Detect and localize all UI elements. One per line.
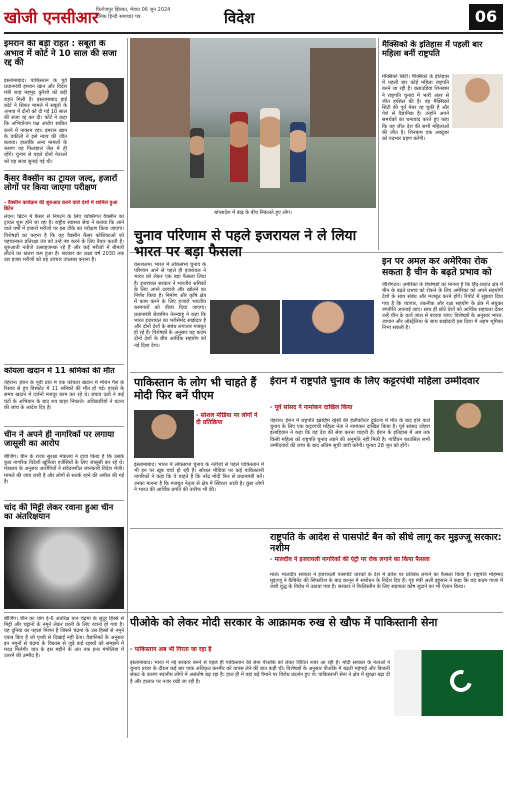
- israel-body: यरूशलम। भारत में लोकसभा चुनाव के परिणाम आने से पहले ही इजरायल ने भारत को लेकर एक बड़ा फैसला लिया है। इजरायल सरकार ने भारतीय श्रमिकों के लिए अपने दरवाजे और खोलने का निर्णय किया है। निर्माण और कृषि क्षेत्र में काम करने के लिए हजारों भारतीय कामगारों को वीजा दिया जाएगा। प्रधानमंत्री बेंजामिन नेतन्याहू ने कहा कि भारत इजरायल का भरोसेमंद साझेदार है और दोनों देशों के संबंध लगातार मजबूत हो रहे हैं। विशेषज्ञों के अनुसार यह कदम दोनों देशों के बीच आर्थिक सहयोग को नई दिशा देगा।: [134, 262, 206, 349]
- iran-headline: ईरान में राष्ट्रपति चुनाव के लिए कट्टरपंथी महिला उम्मीदवार: [270, 376, 480, 387]
- row-rule: [130, 528, 503, 529]
- cancer-headline: कैंसर वैक्सीन का ट्रायल जल्द, हजारों लोगों पर किया जाएगा परीक्षण: [4, 174, 118, 193]
- page-number: 06: [469, 4, 503, 30]
- flood-caption: बांग्लादेश में बाढ़ के बीच निकलते हुए लोग।: [214, 210, 292, 216]
- mexico-headline: मैक्सिको के इतिहास में पहली बार महिला बनीं राष्ट्रपति: [382, 40, 483, 59]
- pak-modi-body: इस्लामाबाद। भारत में लोकसभा चुनाव के नतीजों से पहले पाकिस्तान में भी इन पर खूब चर्चा हो रही है। सोशल मीडिया पर कई पाकिस्तानी नागरिकों ने कहा कि वे चाहते हैं कि नरेंद्र मोदी फिर से प्रधानमंत्री बनें। उनका मानना है कि मजबूत नेतृत्व से क्षेत्र में स्थिरता आती है। कुछ लोगों ने भारत की आर्थिक प्रगति की तारीफ भी की।: [134, 462, 264, 493]
- netanyahu-photo: [282, 300, 374, 354]
- person-shape: [260, 108, 280, 188]
- building-shape: [310, 48, 376, 138]
- iran-subhead: - पूर्व सांसद ने नामांकन दाखिल किया: [270, 404, 353, 411]
- pok-body: इस्लामाबाद। भारत में नई सरकार बनने से पहले ही पाकिस्तान की सेना पीओके को लेकर चिंतित नजर आ रही है। मोदी सरकार के नेताओं ने चुनाव प्रचार के दौरान कई बार पाक अधिकृत कश्मीर को वापस लेने की बात कही थी। विशेषज्ञों के अनुसार पीओके में बढ़ती महंगाई और बिजली संकट के कारण स्थानीय लोगों में असंतोष बढ़ रहा है। हाल ही में वहां बड़े पैमाने पर विरोध प्रदर्शन हुए थे। पाकिस्तानी सेना ने क्षेत्र में सुरक्षा बढ़ा दी है और हालात पर नजर रखी जा रही है।: [130, 660, 390, 685]
- mexico-body: मेक्सिको सिटी। मैक्सिको के इतिहास में पहली बार कोई महिला राष्ट्रपति बनने जा रही है। क्लाउडिया शिनबाम ने राष्ट्रपति चुनाव में भारी अंतर से जीत हासिल की है। वह मैक्सिको सिटी की पूर्व मेयर रह चुकी हैं और पेशे से वैज्ञानिक हैं। उन्होंने अपने समर्थकों का धन्यवाद करते हुए कहा कि यह जीत देश की सभी महिलाओं की जीत है। शिनबाम एक अक्टूबर को पदभार ग्रहण करेंगी।: [382, 74, 449, 143]
- section-title: विदेश: [224, 9, 255, 27]
- moon-headline: चांद की मिट्टी लेकर रवाना हुआ चीन का अंतरिक्षयान: [4, 503, 114, 522]
- row-rule: [130, 372, 503, 373]
- america-body: वॉशिंगटन। अमेरिका के विशेषज्ञों का मानना है कि हिंद-प्रशांत क्षेत्र में चीन के बढ़ते प्रभाव को रोकने के लिए अमेरिका को अपने सहयोगी देशों के साथ संबंध और मजबूत करने होंगे। रिपोर्ट में सुझाव दिया गया है कि व्यापार, तकनीक और रक्षा सहयोग के क्षेत्र में संयुक्त रणनीति अपनाई जाए। साथ ही छोटे देशों को आर्थिक सहायता देकर उन्हें चीन के कर्ज जाल से बचाया जाए। विशेषज्ञों के अनुसार भारत, जापान और ऑस्ट्रेलिया के साथ साझेदारी इस दिशा में अहम भूमिका निभा सकती है।: [382, 282, 503, 332]
- column-rule: [127, 38, 128, 738]
- koala-headline: कोयला खदान में 11 श्रमिकों की मौत: [4, 367, 115, 375]
- flood-water: [130, 137, 376, 208]
- masthead-meta: [96, 7, 170, 21]
- china-citizens-body: बीजिंग। चीन के राज्य सुरक्षा मंत्रालय ने दावा किया है कि उसके कुछ नागरिक विदेशी खुफिया एजेंसियों के लिए जासूसी कर रहे थे। मंत्रालय के अनुसार आरोपियों ने संवेदनशील जानकारी विदेश भेजी। मामले की जांच जारी है और लोगों से सतर्क रहने की अपील की गई है।: [4, 454, 124, 485]
- row-rule: [4, 426, 124, 427]
- cancer-subhead: - वैक्सीन कार्यक्रम की शुरुआत करने वाले देशों में शामिल हुआ ब्रिटेन: [4, 200, 118, 212]
- muizzu-subhead: - मालदीव ने इजरायली नागरिकों की एंट्री पर रोक लगाने का किया फैसला: [270, 556, 430, 563]
- masthead-date: फिरोजपुर झिरका, मेवात 06 जून 2024: [96, 7, 171, 13]
- iran-body: तेहरान। ईरान में राष्ट्रपति इब्राहिम रईसी की हेलीकॉप्टर दुर्घटना में मौत के बाद होने वाले चुनाव के लिए एक कट्टरपंथी महिला नेता ने नामांकन दाखिल किया है। पूर्व सांसद जोहरा इलाहियान ने कहा कि वह देश की सेवा करना चाहती हैं। ईरान के इतिहास में अब तक किसी महिला को राष्ट्रपति चुनाव लड़ने की अनुमति नहीं मिली है। गार्डियन काउंसिल सभी उम्मीदवारों की जांच के बाद अंतिम सूची जारी करेगी। चुनाव 28 जून को होंगे।: [270, 418, 430, 449]
- crescent-icon: [446, 666, 476, 696]
- row-rule: [4, 364, 124, 365]
- moon-body: बीजिंग। चीन का चांग ई-6 अंतरिक्ष यान चंद्रमा के सुदूर हिस्से से मिट्टी और चट्टानों के नमूने लेकर धरती के लिए रवाना हो गया है। यह दुनिया का पहला मिशन है जिसने चंद्रमा के उस हिस्से से नमूने एकत्र किए हैं जो पृथ्वी से दिखाई नहीं देता। वैज्ञानिकों के अनुसार इन नमूनों से चंद्रमा के विकास से जुड़े कई रहस्यों को समझने में मदद मिलेगी। यान के इस महीने के अंत तक इनर मंगोलिया में उतरने की उम्मीद है।: [4, 616, 124, 660]
- pakistan-flag-photo: [394, 650, 503, 716]
- pok-subhead: - पाकिस्तान अब भी गिरता जा रहा है: [130, 646, 212, 653]
- muizzu-body: माले। मालदीव सरकार ने इजरायली पासपोर्ट धारकों के देश में प्रवेश पर प्रतिबंध लगाने का फैसला किया है। राष्ट्रपति मोहम्मद मुइज्जू ने कैबिनेट की सिफारिश के बाद कानून में संशोधन के निर्देश दिए हैं। गृह मंत्री अली इहुसान ने कहा कि यह कदम गाजा में जारी युद्ध के विरोध में उठाया गया है। सरकार ने फिलिस्तीन के लिए सहायता कोष जुटाने का भी ऐलान किया।: [270, 572, 503, 591]
- muizzu-headline: राष्ट्रपति के आदेश से पासपोर्ट बैन को सीधे लागू कर मुइज्जू सरकार: नशीम: [270, 532, 502, 554]
- person-shape: [190, 128, 204, 178]
- china-citizens-headline: चीन ने अपने ही नागरिकों पर लगाया जासूसी का आरोप: [4, 430, 115, 449]
- row-rule: [4, 170, 124, 171]
- koala-body: तेहरान। ईरान के पूर्वी प्रांत में एक कोयला खदान में मीथेन गैस के रिसाव से हुए विस्फोट में 11 श्रमिकों की मौत हो गई। हादसे के समय खदान में दर्जनों मजदूर काम कर रहे थे। बचाव दलों ने कई घंटों के अभियान के बाद शव बाहर निकाले। अधिकारियों ने घटना की जांच के आदेश दिए हैं।: [4, 380, 124, 411]
- column-rule: [378, 38, 379, 250]
- newspaper-logo: खोजी एनसीआर: [4, 8, 99, 27]
- modi-photo: [210, 300, 280, 354]
- row-rule: [4, 500, 124, 501]
- pak-modi-headline: पाकिस्तान के लोग भी चाहते हैं मोदी फिर बनें पीएम: [134, 376, 257, 402]
- imran-body: इस्लामाबाद। पाकिस्तान के पूर्व प्रधानमंत्री इमरान खान और विदेश मंत्री शाह महमूद कुरैशी को बड़ी राहत मिली है। इस्लामाबाद हाई कोर्ट ने सिफर मामले में सबूतों के अभाव में दोनों को दी गई 10 साल की सजा रद्द कर दी। कोर्ट ने कहा कि अभियोजन पक्ष आरोप साबित करने में नाकाम रहा। इमरान खान के वकीलों ने इसे न्याय की जीत बताया। हालांकि अन्य मामलों के कारण वह फिलहाल जेल में ही रहेंगे। चुनाव से पहले दोनों नेताओं को यह सजा सुनाई गई थी।: [4, 78, 67, 165]
- flood-photo: [130, 38, 376, 208]
- masthead: [4, 4, 503, 34]
- iran-candidate-photo: [434, 400, 503, 452]
- imran-photo: [70, 78, 124, 122]
- pak-modi-photo: [134, 410, 194, 458]
- person-shape: [230, 112, 248, 182]
- building-shape: [130, 38, 190, 138]
- mexico-president-photo: [452, 74, 503, 128]
- cancer-body: लंदन। ब्रिटेन में कैंसर से निपटने के लिए व्यक्तिगत वैक्सीन का ट्रायल शुरू होने जा रहा है। राष्ट्रीय स्वास्थ्य सेवा ने बताया कि आने वाले वर्षों में हजारों मरीजों पर इस टीके का परीक्षण किया जाएगा। विशेषज्ञों का कहना है कि यह वैक्सीन कैंसर कोशिकाओं को पहचानकर प्रतिरक्षा तंत्र को उन्हें नष्ट करने के लिए तैयार करती है। शुरुआती नतीजे उत्साहजनक रहे हैं और कई मरीजों में बीमारी लौटने का खतरा कम हुआ है। सरकार का लक्ष्य वर्ष 2030 तक दस हजार मरीजों को यह उपचार उपलब्ध कराना है।: [4, 214, 124, 264]
- pak-modi-subhead: - सोशल मीडिया पर लोगों ने दी प्रतिक्रिया: [196, 412, 258, 427]
- row-rule: [4, 612, 503, 613]
- israel-headline: चुनाव परिणाम से पहले इजरायल ने ले लिया भारत पर बड़ा फैसला: [134, 228, 357, 260]
- pok-headline: पीओके को लेकर मोदी सरकार के आक्रामक रुख से खौफ में पाकिस्तानी सेना: [130, 616, 438, 629]
- imran-headline: इमरान की बड़ी राहत : सबूतों के अभाव में कोर्ट ने 10 साल की सजा रद्द की: [4, 40, 117, 69]
- moon-photo: [4, 527, 124, 609]
- america-headline: इन पर अमल कर अमेरिका रोक सकता है चीन के बढ़ते प्रभाव को: [382, 256, 492, 278]
- person-shape: [290, 122, 306, 182]
- masthead-tagline: दैनिक हिन्दी समाचार पत्र: [96, 14, 141, 20]
